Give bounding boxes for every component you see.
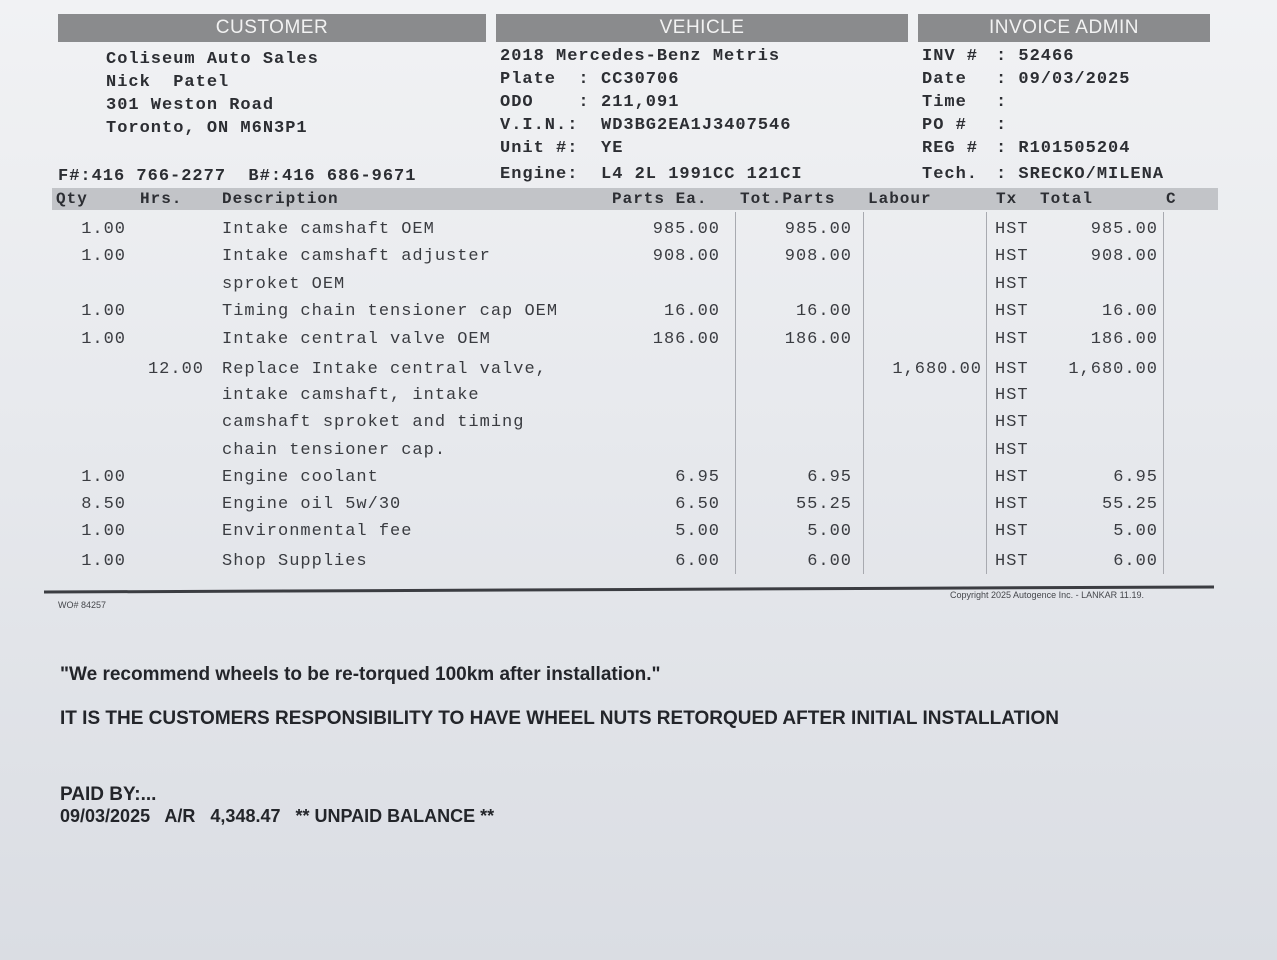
row-qty: 1.00 — [81, 522, 126, 541]
row-total-parts: 186.00 — [784, 330, 852, 349]
po-label: PO # — [922, 116, 967, 135]
row-tax: HST — [995, 220, 1029, 239]
paid-by-label: PAID BY:... — [60, 784, 157, 805]
invoice-admin-header: INVOICE ADMIN — [918, 14, 1210, 42]
row-hours: 12.00 — [147, 360, 204, 379]
row-qty: 1.00 — [81, 302, 126, 321]
row-total-parts: 16.00 — [795, 302, 852, 321]
vin-value: WD3BG2EA1J3407546 — [601, 116, 792, 135]
time-value: : — [996, 93, 1008, 112]
row-tax: HST — [995, 552, 1029, 571]
row-total: 5.00 — [1113, 522, 1158, 541]
row-total: 985.00 — [1090, 220, 1158, 239]
unit-label: Unit #: — [500, 139, 579, 158]
row-description: Engine oil 5w/30 — [222, 495, 402, 514]
plate-value: CC30706 — [601, 70, 680, 89]
col-qty: Qty — [56, 190, 88, 208]
row-description: Timing chain tensioner cap OEM — [222, 302, 559, 321]
col-c: C — [1166, 190, 1177, 208]
customer-name: Coliseum Auto Sales — [106, 50, 319, 69]
customer-header: CUSTOMER — [58, 14, 486, 42]
row-description: Environmental fee — [222, 522, 413, 541]
row-total: 186.00 — [1090, 330, 1158, 349]
divider-parts — [735, 212, 736, 574]
row-description: camshaft sproket and timing — [222, 413, 525, 432]
col-tax: Tx — [996, 190, 1018, 208]
row-tax: HST — [995, 468, 1029, 487]
row-total-parts: 5.00 — [807, 522, 852, 541]
divider-total — [1163, 212, 1164, 574]
row-parts-each: 985.00 — [652, 220, 720, 239]
row-tax: HST — [995, 275, 1029, 294]
row-total: 16.00 — [1101, 302, 1158, 321]
engine-label: Engine: — [500, 165, 579, 184]
inv-value: : 52466 — [996, 47, 1075, 66]
row-parts-each: 6.95 — [675, 468, 720, 487]
row-total-parts: 55.25 — [795, 495, 852, 514]
row-qty: 8.50 — [81, 495, 126, 514]
row-tax: HST — [995, 247, 1029, 266]
time-label: Time — [922, 93, 967, 112]
customer-phones: F#:416 766-2277 B#:416 686-9671 — [58, 167, 417, 186]
col-labour: Labour — [868, 190, 932, 208]
recommend-notice: "We recommend wheels to be re-torqued 100km after installation." — [60, 664, 661, 685]
row-total: 55.25 — [1101, 495, 1158, 514]
reg-label: REG # — [922, 139, 979, 158]
payment-line: 09/03/2025 A/R 4,348.47 ** UNPAID BALANCE ** — [60, 806, 495, 826]
row-description: chain tensioner cap. — [222, 441, 447, 460]
tech-value: : SRECKO/MILENA — [996, 165, 1165, 184]
plate-label: Plate : — [500, 70, 590, 89]
row-total-parts: 908.00 — [784, 247, 852, 266]
odo-value: 211,091 — [601, 93, 680, 112]
inv-label: INV # — [922, 47, 979, 66]
unit-value: YE — [601, 139, 624, 158]
vin-label: V.I.N.: — [500, 116, 579, 135]
row-description: Replace Intake central valve, — [222, 360, 547, 379]
divider-labour — [986, 212, 987, 574]
row-tax: HST — [995, 330, 1029, 349]
customer-address-line1: 301 Weston Road — [106, 96, 275, 115]
row-description: Shop Supplies — [222, 552, 368, 571]
col-total-parts: Tot.Parts — [740, 190, 836, 208]
row-tax: HST — [995, 522, 1029, 541]
vehicle-model: 2018 Mercedes-Benz Metris — [500, 47, 781, 66]
row-total: 1,680.00 — [1068, 360, 1158, 379]
row-total: 908.00 — [1090, 247, 1158, 266]
customer-address-line2: Toronto, ON M6N3P1 — [106, 119, 308, 138]
row-tax: HST — [995, 441, 1029, 460]
row-qty: 1.00 — [81, 220, 126, 239]
reg-value: : R101505204 — [996, 139, 1131, 158]
row-total-parts: 985.00 — [784, 220, 852, 239]
row-parts-each: 16.00 — [663, 302, 720, 321]
row-tax: HST — [995, 302, 1029, 321]
row-description: Engine coolant — [222, 468, 379, 487]
row-parts-each: 5.00 — [675, 522, 720, 541]
row-description: sproket OEM — [222, 275, 346, 294]
row-total: 6.95 — [1113, 468, 1158, 487]
po-value: : — [996, 116, 1008, 135]
row-tax: HST — [995, 386, 1029, 405]
row-total: 6.00 — [1113, 552, 1158, 571]
row-parts-each: 908.00 — [652, 247, 720, 266]
col-description: Description — [222, 190, 339, 208]
work-order-number: WO# 84257 — [58, 600, 107, 610]
row-qty: 1.00 — [81, 330, 126, 349]
col-parts-each: Parts Ea. — [612, 190, 708, 208]
copyright-text: Copyright 2025 Autogence Inc. - LANKAR 11.19. — [950, 590, 1144, 600]
row-tax: HST — [995, 495, 1029, 514]
row-parts-each: 6.50 — [675, 495, 720, 514]
date-label: Date — [922, 70, 967, 89]
date-value: : 09/03/2025 — [996, 70, 1131, 89]
row-qty: 1.00 — [81, 468, 126, 487]
vehicle-header: VEHICLE — [496, 14, 908, 42]
row-description: Intake central valve OEM — [222, 330, 491, 349]
row-qty: 1.00 — [81, 552, 126, 571]
customer-contact: Nick Patel — [106, 73, 230, 92]
responsibility-notice: IT IS THE CUSTOMERS RESPONSIBILITY TO HAVE WHEEL NUTS RETORQUED AFTER INITIAL INSTALLATION — [60, 708, 1059, 729]
divider-totparts — [863, 212, 864, 574]
row-qty: 1.00 — [81, 247, 126, 266]
engine-value: L4 2L 1991CC 121CI — [601, 165, 803, 184]
tech-label: Tech. — [922, 165, 979, 184]
row-parts-each: 6.00 — [675, 552, 720, 571]
row-tax: HST — [995, 360, 1029, 379]
row-labour: 1,680.00 — [892, 360, 982, 379]
row-total-parts: 6.95 — [807, 468, 852, 487]
col-total: Total — [1040, 190, 1094, 208]
row-description: Intake camshaft OEM — [222, 220, 435, 239]
col-hrs: Hrs. — [140, 190, 183, 208]
row-description: intake camshaft, intake — [222, 386, 480, 405]
row-total-parts: 6.00 — [807, 552, 852, 571]
row-description: Intake camshaft adjuster — [222, 247, 491, 266]
row-tax: HST — [995, 413, 1029, 432]
row-parts-each: 186.00 — [652, 330, 720, 349]
odo-label: ODO : — [500, 93, 590, 112]
